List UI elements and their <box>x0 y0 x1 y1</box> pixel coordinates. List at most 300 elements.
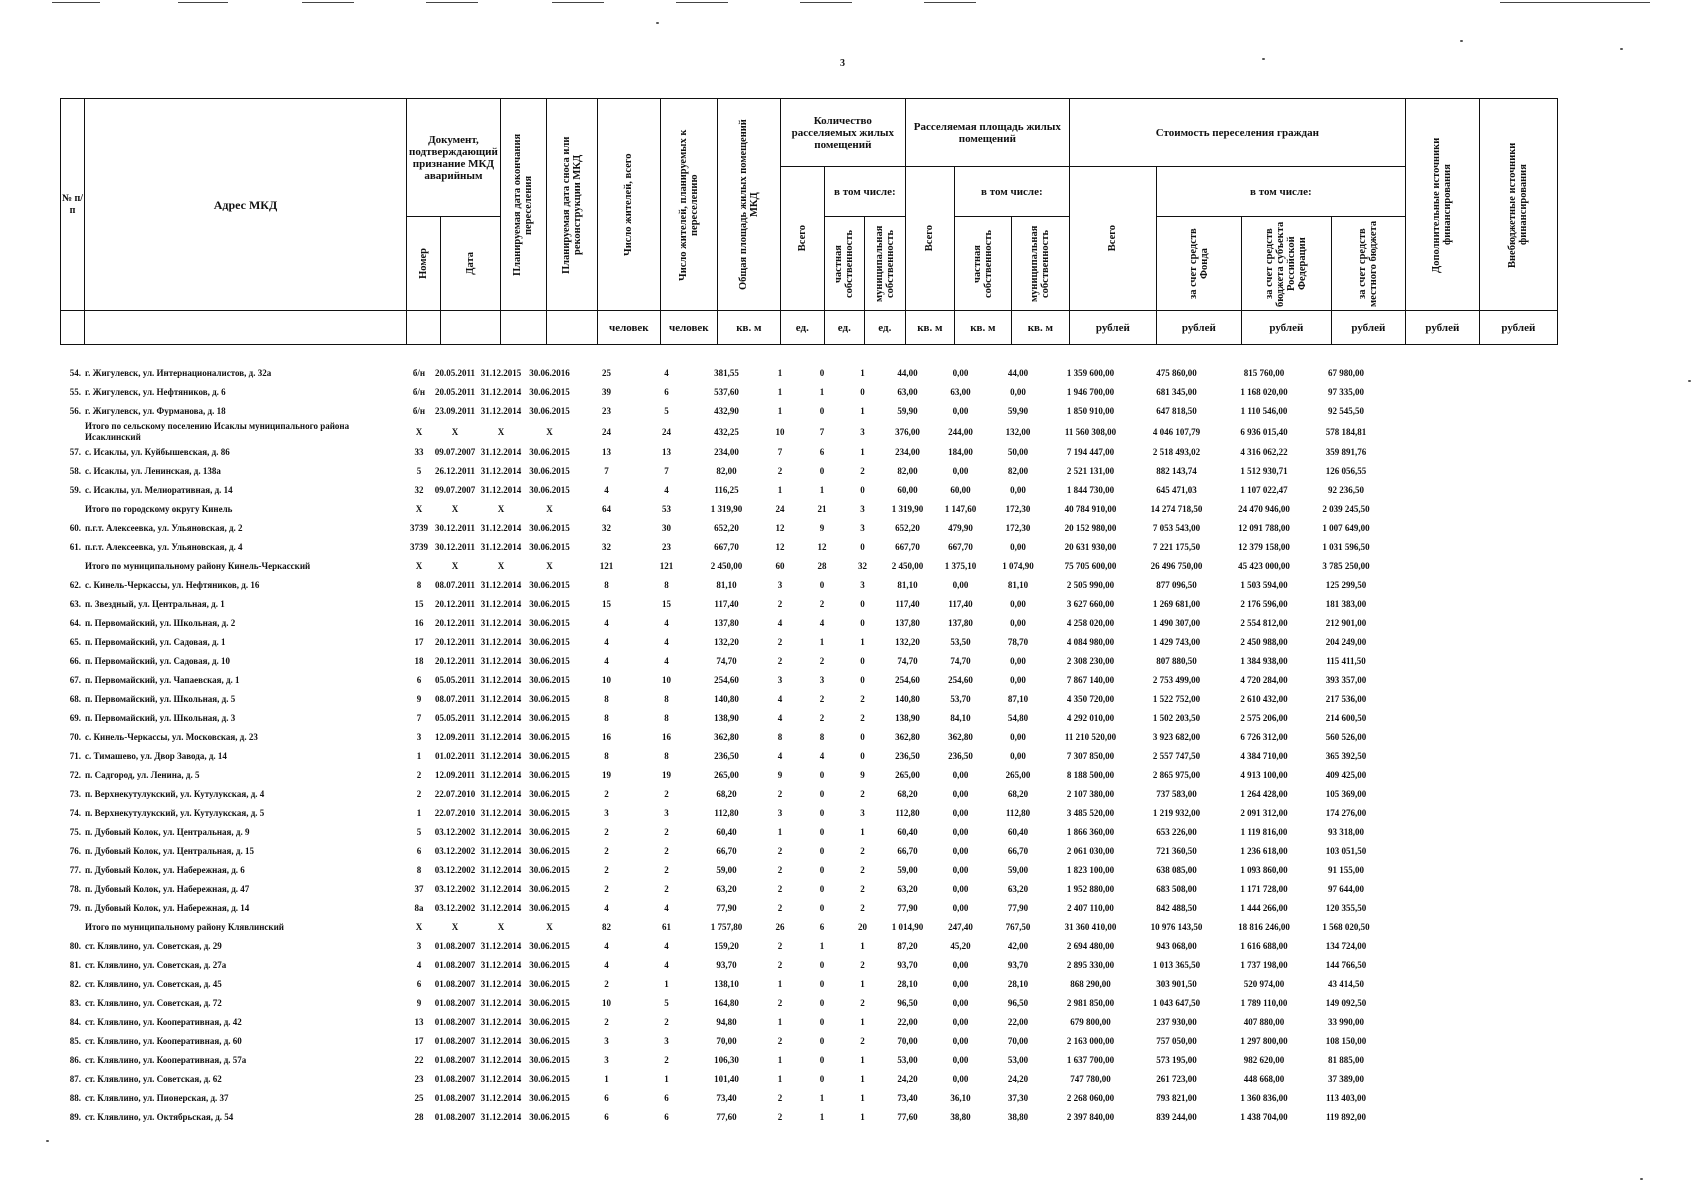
cell-area-total: 87,20 <box>897 941 918 951</box>
cell-residents-planned: 7 <box>664 466 669 476</box>
cell-resettle-end: 31.12.2014 <box>480 1036 522 1046</box>
cell-rooms-total: 3 <box>777 580 783 590</box>
header-rooms-group: Количество расселяемых жилых помещений <box>780 99 905 167</box>
cell-rooms-municipal: 1 <box>860 447 865 457</box>
cell-demolish-date: 30.06.2015 <box>529 960 570 970</box>
cell-address: п. Первомайский, ул. Школьная, д. 5 <box>85 694 236 704</box>
cell-demolish-date: 30.06.2015 <box>529 618 570 628</box>
cell-cost-subject: 1 236 618,00 <box>1240 846 1288 856</box>
cell-empty <box>1457 899 1535 918</box>
cell-doc-date: 01.08.2007 <box>434 998 476 1008</box>
cell-empty <box>1457 709 1535 728</box>
cell-area-total: 66,70 <box>897 846 918 856</box>
cell-rooms-total: 1 <box>777 1055 783 1065</box>
unit-cell: рублей <box>1241 311 1331 345</box>
cell-cost-local: 365 392,50 <box>1325 751 1367 761</box>
cell-doc-date: 20.05.2011 <box>434 368 475 378</box>
cell-residents-total: 4 <box>604 941 609 951</box>
cell-area-private: 0,00 <box>952 466 969 476</box>
cell-resettle-end: 31.12.2014 <box>480 865 522 875</box>
data-table <box>60 364 1535 1127</box>
cell-empty <box>1457 861 1535 880</box>
cell-empty <box>1383 500 1457 519</box>
cell-area-total: 44,00 <box>897 368 918 378</box>
cell-resettle-end: 31.12.2014 <box>480 599 522 609</box>
cell-residents-planned: 61 <box>662 922 671 932</box>
cell-demolish-date: 30.06.2015 <box>529 941 570 951</box>
unit-cell: рублей <box>1156 311 1241 345</box>
cell-area-municipal: 132,00 <box>1005 426 1031 437</box>
cell-residents-total: 2 <box>604 979 609 989</box>
cell-address: г. Жигулевск, ул. Нефтяников, д. 6 <box>85 387 226 397</box>
cell-rooms-private: 2 <box>819 713 825 723</box>
cell-residents-total: 8 <box>604 751 609 761</box>
cell-empty <box>1457 1013 1535 1032</box>
cell-residents-planned: 2 <box>664 789 669 799</box>
cell-cost-local: 214 600,50 <box>1325 713 1367 723</box>
cell-cost-fund: 14 274 718,50 <box>1150 504 1203 514</box>
cell-doc-date: X <box>451 561 459 571</box>
cell-cost-total: 4 258 020,00 <box>1066 618 1115 628</box>
cell-demolish-date: 30.06.2015 <box>529 1017 570 1027</box>
cell-cost-local: 359 891,76 <box>1325 447 1367 457</box>
cell-row-number: 79. <box>69 903 81 913</box>
cell-address: с. Исаклы, ул. Мелиоративная, д. 14 <box>85 485 233 495</box>
cell-rooms-municipal: 1 <box>860 1112 865 1122</box>
cell-empty <box>1457 519 1535 538</box>
cell-demolish-date: 30.06.2015 <box>529 1112 570 1122</box>
cell-address: Итого по сельскому поселению Исаклы муниципального района Исаклинский <box>85 421 350 442</box>
cell-resettle-end: 31.12.2014 <box>480 903 522 913</box>
cell-doc-number: 5 <box>416 827 422 837</box>
cell-area-municipal: 53,00 <box>1007 1055 1029 1065</box>
cell-rooms-total: 2 <box>777 903 783 913</box>
cell-residents-total: 2 <box>604 865 609 875</box>
cell-doc-date: 01.08.2007 <box>434 1036 476 1046</box>
cell-empty <box>1383 614 1457 633</box>
cell-area-municipal: 66,70 <box>1007 846 1029 856</box>
cell-rooms-total: 2 <box>777 884 783 894</box>
cell-demolish-date: 30.06.2015 <box>529 865 570 875</box>
cell-cost-fund: 10 976 143,50 <box>1150 922 1203 932</box>
cell-doc-number: 9 <box>416 694 422 704</box>
cell-doc-date: 30.12.2011 <box>434 523 475 533</box>
cell-area-private: 36,10 <box>950 1093 971 1103</box>
cell-total-area: 112,80 <box>714 808 739 818</box>
cell-address: ст. Клявлино, ул. Советская, д. 62 <box>85 1074 222 1084</box>
cell-cost-total: 8 188 500,00 <box>1066 770 1115 780</box>
cell-area-total: 60,40 <box>897 827 918 837</box>
cell-cost-total: 31 360 410,00 <box>1064 922 1117 932</box>
cell-cost-fund: 26 496 750,00 <box>1150 561 1203 571</box>
cell-doc-number: X <box>415 922 423 932</box>
header-total-area: Общая площадь жилых помещений МКД <box>717 99 780 311</box>
cell-resettle-end: 31.12.2014 <box>480 447 522 457</box>
cell-area-municipal: 0,00 <box>1010 542 1026 552</box>
cell-cost-fund: 1 043 647,50 <box>1152 998 1201 1008</box>
cell-row-number: 61. <box>69 542 81 552</box>
cell-total-area: 132,20 <box>714 637 739 647</box>
cell-doc-number: 15 <box>414 599 424 609</box>
cell-cost-local: 120 355,50 <box>1325 903 1367 913</box>
cell-row-number: 69. <box>69 713 81 723</box>
cell-cost-fund: 4 046 107,79 <box>1152 426 1201 437</box>
cell-total-area: 236,50 <box>714 751 739 761</box>
cell-doc-number: 7 <box>416 713 422 723</box>
cell-total-area: 265,00 <box>714 770 739 780</box>
scan-mark <box>924 2 976 3</box>
cell-rooms-total: 2 <box>777 1093 783 1103</box>
cell-empty <box>1383 1070 1457 1089</box>
cell-total-area: 70,00 <box>716 1036 737 1046</box>
cell-doc-number: 1 <box>416 751 422 761</box>
cell-rooms-private: 1 <box>819 485 825 495</box>
cell-address: п. Верхнекутулукский, ул. Кутулукская, д. 4 <box>85 789 265 799</box>
cell-area-municipal: 93,70 <box>1007 960 1029 970</box>
cell-doc-date: 26.12.2011 <box>434 466 475 476</box>
cell-area-private: 0,00 <box>952 960 969 970</box>
cell-cost-fund: 1 502 203,50 <box>1152 713 1201 723</box>
cell-rooms-private: 0 <box>819 580 825 590</box>
cell-residents-planned: 1 <box>664 979 669 989</box>
cell-resettle-end: 31.12.2014 <box>480 960 522 970</box>
cell-cost-fund: 793 821,00 <box>1156 1093 1197 1103</box>
cell-row-number: 70. <box>69 732 81 742</box>
cell-doc-date: 01.08.2007 <box>434 979 476 989</box>
table-row <box>60 994 1535 1013</box>
cell-demolish-date: 30.06.2015 <box>529 675 570 685</box>
cell-residents-planned: 24 <box>662 426 671 437</box>
cell-area-municipal: 60,40 <box>1007 827 1029 837</box>
cell-empty <box>1383 595 1457 614</box>
cell-address: ст. Клявлино, ул. Кооперативная, д. 60 <box>85 1036 242 1046</box>
cell-doc-date: 01.08.2007 <box>434 941 476 951</box>
cell-area-private: 0,00 <box>952 1074 969 1084</box>
cell-residents-total: 4 <box>604 637 609 647</box>
cell-row-number: 68. <box>69 694 81 704</box>
cell-area-private: 0,00 <box>952 846 969 856</box>
cell-doc-number: 13 <box>414 1017 424 1027</box>
cell-cost-subject: 982 620,00 <box>1243 1055 1285 1065</box>
cell-resettle-end: 31.12.2014 <box>480 941 522 951</box>
cell-empty <box>1383 956 1457 975</box>
scan-speck <box>1262 58 1265 60</box>
cell-cost-total: 1 850 910,00 <box>1066 406 1115 416</box>
cell-residents-planned: 4 <box>664 941 669 951</box>
cell-total-area: 93,70 <box>716 960 737 970</box>
cell-empty <box>1383 383 1457 402</box>
cell-doc-number: 3739 <box>410 523 428 533</box>
cell-cost-total: 2 268 060,00 <box>1066 1093 1115 1103</box>
cell-row-number <box>60 557 84 576</box>
cell-area-private: 117,40 <box>948 599 973 609</box>
cell-rooms-total: 3 <box>777 808 783 818</box>
cell-residents-total: 3 <box>604 1036 609 1046</box>
unit-cell: рублей <box>1331 311 1405 345</box>
cell-row-number: 55. <box>69 387 81 397</box>
cell-cost-fund: 943 068,00 <box>1156 941 1197 951</box>
cell-area-total: 59,00 <box>897 865 918 875</box>
cell-cost-subject: 1 107 022,47 <box>1240 485 1288 495</box>
cell-cost-local: 91 155,00 <box>1328 865 1364 875</box>
cell-cost-local: 3 785 250,00 <box>1322 561 1370 571</box>
cell-empty <box>1383 462 1457 481</box>
table-row <box>60 899 1535 918</box>
cell-doc-number: б/н <box>412 387 426 397</box>
unit-cell: кв. м <box>954 311 1011 345</box>
cell-residents-total: 4 <box>604 618 609 628</box>
cell-residents-total: 2 <box>604 884 609 894</box>
cell-doc-date: 01.08.2007 <box>434 1093 476 1103</box>
header-address: Адрес МКД <box>85 99 407 311</box>
cell-empty <box>1383 576 1457 595</box>
cell-rooms-private: 0 <box>819 789 825 799</box>
cell-area-municipal: 37,30 <box>1007 1093 1029 1103</box>
cell-area-municipal: 172,30 <box>1005 523 1031 533</box>
cell-rooms-municipal: 1 <box>860 1055 865 1065</box>
cell-cost-fund: 2 557 747,50 <box>1152 751 1201 761</box>
cell-area-private: 236,50 <box>948 751 973 761</box>
cell-rooms-municipal: 2 <box>860 694 865 704</box>
cell-area-municipal: 0,00 <box>1010 732 1026 742</box>
cell-rooms-private: 1 <box>819 1093 825 1103</box>
cell-empty <box>1383 481 1457 500</box>
cell-cost-fund: 1 490 307,00 <box>1152 618 1201 628</box>
cell-resettle-end: 31.12.2014 <box>480 1017 522 1027</box>
cell-rooms-total: 2 <box>777 960 783 970</box>
cell-demolish-date: 30.06.2015 <box>529 903 570 913</box>
cell-row-number: 62. <box>69 580 81 590</box>
cell-address: ст. Клявлино, ул. Пионерская, д. 37 <box>85 1093 229 1103</box>
cell-cost-local: 1 031 596,50 <box>1322 542 1370 552</box>
cell-cost-fund: 877 096,50 <box>1156 580 1197 590</box>
cell-empty <box>1457 804 1535 823</box>
cell-area-private: 60,00 <box>950 485 971 495</box>
cell-rooms-municipal: 3 <box>860 426 865 437</box>
cell-resettle-end: X <box>497 922 505 932</box>
cell-doc-number: 23 <box>414 1074 424 1084</box>
cell-cost-local: 33 990,00 <box>1328 1017 1364 1027</box>
cell-address: п. Дубовый Колок, ул. Набережная, д. 47 <box>85 884 250 894</box>
header-residents-total: Число жителей, всего <box>597 99 660 311</box>
cell-empty <box>1383 918 1457 937</box>
cell-area-private: 184,00 <box>948 447 973 457</box>
cell-cost-local: 97 335,00 <box>1328 387 1364 397</box>
cell-area-municipal: 87,10 <box>1007 694 1029 704</box>
cell-residents-total: 8 <box>604 580 609 590</box>
cell-cost-total: 40 784 910,00 <box>1064 504 1117 514</box>
cell-cost-fund: 261 723,00 <box>1156 1074 1197 1084</box>
cell-address: Итого по городскому округу Кинель <box>85 504 233 514</box>
cell-resettle-end: 31.12.2014 <box>480 542 522 552</box>
cell-area-municipal: 0,00 <box>1010 618 1026 628</box>
header-num: № п/п <box>61 99 85 311</box>
cell-rooms-total: 26 <box>775 922 785 932</box>
cell-resettle-end: 31.12.2014 <box>480 675 522 685</box>
cell-doc-date: 23.09.2011 <box>434 406 475 416</box>
cell-area-private: 0,00 <box>952 808 969 818</box>
cell-cost-local: 393 357,00 <box>1325 675 1367 685</box>
cell-empty <box>1383 1013 1457 1032</box>
cell-area-municipal: 0,00 <box>1010 599 1026 609</box>
cell-demolish-date: 30.06.2016 <box>529 368 570 378</box>
cell-empty <box>1383 1051 1457 1070</box>
cell-residents-planned: 4 <box>664 618 669 628</box>
cell-cost-total: 2 163 000,00 <box>1066 1036 1115 1046</box>
cell-row-number: 81. <box>69 960 81 970</box>
cell-resettle-end: 31.12.2014 <box>480 618 522 628</box>
cell-rooms-municipal: 0 <box>860 599 865 609</box>
cell-resettle-end: 31.12.2014 <box>480 751 522 761</box>
cell-area-private: 38,80 <box>950 1112 971 1122</box>
scan-speck <box>656 22 659 24</box>
cell-cost-subject: 45 423 000,00 <box>1238 561 1290 571</box>
header-area-private: частная собственность <box>954 217 1011 311</box>
cell-cost-fund: 653 226,00 <box>1156 827 1197 837</box>
cell-total-area: 94,80 <box>716 1017 737 1027</box>
cell-rooms-total: 2 <box>777 941 783 951</box>
cell-address: п. Дубовый Колок, ул. Набережная, д. 6 <box>85 865 245 875</box>
cell-area-total: 376,00 <box>895 426 920 437</box>
cell-cost-subject: 2 091 312,00 <box>1240 808 1288 818</box>
cell-residents-total: 2 <box>604 1017 609 1027</box>
cell-empty <box>1457 1089 1535 1108</box>
cell-area-total: 53,00 <box>897 1055 918 1065</box>
cell-rooms-private: 2 <box>819 599 825 609</box>
cell-cost-subject: 2 450 988,00 <box>1240 637 1288 647</box>
cell-rooms-municipal: 3 <box>860 504 865 514</box>
cell-residents-planned: 5 <box>664 998 669 1008</box>
cell-row-number: 74. <box>69 808 81 818</box>
cell-cost-total: 2 694 480,00 <box>1066 941 1115 951</box>
cell-cost-subject: 1 110 546,00 <box>1240 406 1288 416</box>
cell-area-total: 63,00 <box>897 387 918 397</box>
cell-empty <box>1457 1051 1535 1070</box>
cell-address: п. Дубовый Колок, ул. Центральная, д. 9 <box>85 827 250 837</box>
table-row <box>60 671 1535 690</box>
cell-empty <box>1457 1032 1535 1051</box>
header-doc-number: Номер <box>407 217 441 311</box>
cell-doc-date: 20.05.2011 <box>434 387 475 397</box>
cell-area-total: 77,60 <box>897 1112 918 1122</box>
cell-cost-fund: 1 219 932,00 <box>1152 808 1201 818</box>
cell-doc-date: 03.12.2002 <box>434 827 476 837</box>
cell-resettle-end: X <box>497 426 505 437</box>
units-row <box>61 311 1558 345</box>
cell-resettle-end: 31.12.2014 <box>480 1055 522 1065</box>
cell-residents-total: 15 <box>602 599 611 609</box>
cell-doc-date: 05.05.2011 <box>434 675 475 685</box>
cell-demolish-date: 30.06.2015 <box>529 542 570 552</box>
cell-area-total: 2 450,00 <box>891 561 924 571</box>
cell-rooms-total: 2 <box>777 599 783 609</box>
cell-total-area: 59,00 <box>716 865 737 875</box>
cell-empty <box>1383 1089 1457 1108</box>
cell-doc-date: 03.12.2002 <box>434 846 476 856</box>
table-row <box>60 1032 1535 1051</box>
cell-row-number: 87. <box>69 1074 81 1084</box>
cell-cost-subject: 18 816 246,00 <box>1238 922 1290 932</box>
cell-demolish-date: X <box>546 426 553 437</box>
table-row <box>60 880 1535 899</box>
cell-resettle-end: 31.12.2014 <box>480 846 522 856</box>
cell-rooms-municipal: 2 <box>860 903 865 913</box>
cell-doc-number: 28 <box>414 1112 424 1122</box>
subtotal-row <box>60 918 1535 937</box>
cell-cost-local: 113 403,00 <box>1325 1093 1366 1103</box>
cell-demolish-date: 30.06.2015 <box>529 406 570 416</box>
cell-residents-planned: 1 <box>664 1074 669 1084</box>
cell-cost-total: 20 631 930,00 <box>1064 542 1117 552</box>
cell-total-area: 652,20 <box>714 523 739 533</box>
cell-address: п. Садгород, ул. Ленина, д. 5 <box>85 770 200 780</box>
cell-residents-planned: 4 <box>664 903 669 913</box>
cell-area-total: 60,00 <box>897 485 918 495</box>
cell-resettle-end: 31.12.2014 <box>480 580 522 590</box>
cell-doc-date: 01.08.2007 <box>434 960 476 970</box>
cell-total-area: 234,00 <box>714 447 739 457</box>
cell-address: ст. Клявлино, ул. Кооперативная, д. 57а <box>85 1055 247 1065</box>
cell-rooms-municipal: 2 <box>860 1036 865 1046</box>
cell-area-private: 244,00 <box>948 426 973 437</box>
cell-residents-total: 3 <box>604 1055 609 1065</box>
header-area-including: в том числе: <box>954 167 1069 217</box>
cell-address: п. Дубовый Колок, ул. Центральная, д. 15 <box>85 846 254 856</box>
cell-area-private: 0,00 <box>952 1055 969 1065</box>
cell-address: Итого по муниципальному району Клявлинский <box>85 922 284 932</box>
cell-residents-planned: 19 <box>662 770 671 780</box>
table-row <box>60 462 1535 481</box>
cell-residents-total: 121 <box>599 561 614 571</box>
cell-cost-subject: 1 444 266,00 <box>1240 903 1288 913</box>
cell-empty <box>1457 918 1535 937</box>
cell-address: ст. Клявлино, ул. Кооперативная, д. 42 <box>85 1017 242 1027</box>
cell-resettle-end: 31.12.2014 <box>480 979 522 989</box>
cell-demolish-date: 30.06.2015 <box>529 732 570 742</box>
cell-demolish-date: 30.06.2015 <box>529 979 570 989</box>
table-row <box>60 519 1535 538</box>
table-row <box>60 1051 1535 1070</box>
cell-empty <box>1383 690 1457 709</box>
cell-cost-local: 1 007 649,00 <box>1322 523 1370 533</box>
cell-demolish-date: 30.06.2015 <box>529 846 570 856</box>
cell-residents-planned: 23 <box>662 542 671 552</box>
cell-cost-fund: 842 488,50 <box>1156 903 1197 913</box>
cell-cost-fund: 7 053 543,00 <box>1152 523 1201 533</box>
cell-residents-planned: 6 <box>664 1112 669 1122</box>
subtotal-row <box>60 421 1535 443</box>
cell-cost-subject: 12 379 158,00 <box>1238 542 1290 552</box>
cell-residents-planned: 15 <box>662 599 671 609</box>
cell-residents-total: 4 <box>604 485 609 495</box>
table-row <box>60 614 1535 633</box>
cell-area-total: 112,80 <box>895 808 920 818</box>
cell-cost-local: 126 056,55 <box>1325 466 1367 476</box>
subtotal-row <box>60 500 1535 519</box>
cell-doc-number: 17 <box>414 1036 424 1046</box>
cell-residents-total: 39 <box>602 387 611 397</box>
cell-rooms-total: 2 <box>777 846 783 856</box>
cell-area-municipal: 38,80 <box>1007 1112 1029 1122</box>
cell-doc-date: 01.08.2007 <box>434 1017 476 1027</box>
cell-rooms-municipal: 0 <box>860 732 865 742</box>
cell-row-number: 66. <box>69 656 81 666</box>
cell-cost-subject: 4 316 062,22 <box>1240 447 1288 457</box>
table-row <box>60 766 1535 785</box>
cell-rooms-municipal: 1 <box>860 1017 865 1027</box>
cell-empty <box>1383 823 1457 842</box>
cell-total-area: 138,10 <box>714 979 739 989</box>
